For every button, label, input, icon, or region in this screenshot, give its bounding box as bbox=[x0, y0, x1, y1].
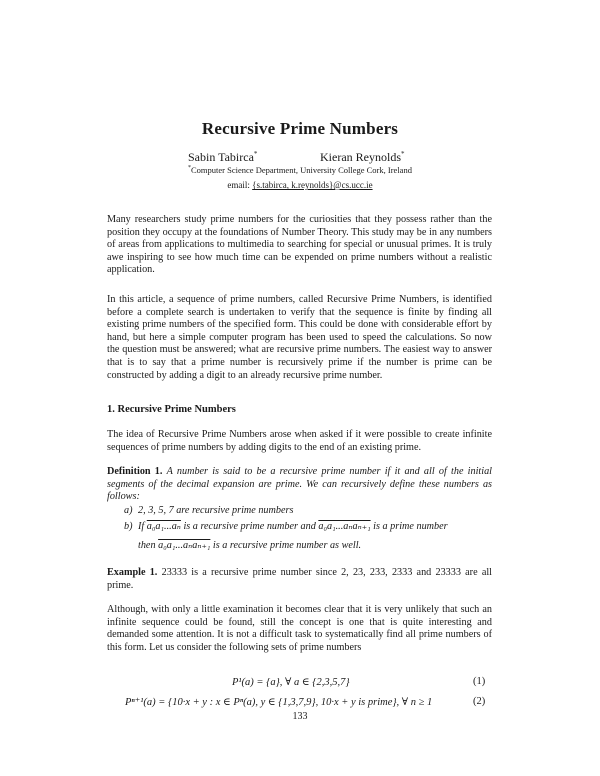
equation-2: Pⁿ⁺¹(a) = {10·x + y : x ∈ Pⁿ(a), y ∈ {1,3,7,9}, 10·x + y is prime}, ∀ n ≥ 1 bbox=[125, 697, 433, 708]
affiliation: *Computer Science Department, University College Cork, Ireland bbox=[188, 165, 412, 175]
author-1: Sabin Tabirca* bbox=[188, 150, 258, 164]
page-number: 133 bbox=[292, 711, 308, 722]
email-line: email: {s.tabirca, k.reynolds}@cs.ucc.ie bbox=[227, 180, 373, 190]
equation-1: P¹(a) = {a}, ∀ a ∈ {2,3,5,7} bbox=[232, 677, 350, 688]
paragraph-intro: Many researchers study prime numbers for the curiosities that they possess rather than the position they occupy at the foundations of Number Theory. This study may be in any numbers of areas from applications to multimedia to searching for special or unusual primes. It is truly awe inspiring to see how much time can be expended on prime numbers without a realistic application. bbox=[107, 214, 492, 276]
paper-title: Recursive Prime Numbers bbox=[201, 119, 399, 138]
section-heading: 1. Recursive Prime Numbers bbox=[107, 404, 236, 415]
equation-1-number: (1) bbox=[473, 676, 486, 687]
equation-2-number: (2) bbox=[473, 696, 486, 707]
email-address[interactable]: {s.tabirca, k.reynolds}@cs.ucc.ie bbox=[252, 180, 373, 190]
definition-item-b: b) If a₀a₁...aₙ is a recursive prime number and a₀a₁...aₙaₙ₊₁ is a prime number bbox=[124, 521, 448, 532]
paragraph-search: Although, with only a little examination it becomes clear that it is very unlikely that such an infinite sequence could be found, still the concept is one that is quite interesting and demanded some attention. It is not a difficult task to systematically find all prime numbers of this form. Let us consider the following sets of prime numbers bbox=[107, 604, 492, 653]
example-block: Example 1. 23333 is a recursive prime number since 2, 23, 233, 2333 and 23333 are all prime. bbox=[107, 567, 493, 591]
author-2: Kieran Reynolds* bbox=[320, 150, 405, 164]
definition-item-b-cont: then a₀a₁...aₙaₙ₊₁ is a recursive prime number as well. bbox=[138, 540, 362, 551]
definition-block: Definition 1. A number is said to be a recursive prime number if it and all of the initial segments of the decimal expansion are prime. We can recursively define these numbers as follows: bbox=[107, 466, 493, 503]
section-intro: The idea of Recursive Prime Numbers arose when asked if it were possible to create infinite sequences of prime numbers by adding digits to the end of an existing prime. bbox=[107, 429, 492, 453]
definition-item-a: a) 2, 3, 5, 7 are recursive prime numbers bbox=[124, 505, 294, 516]
paragraph-article: In this article, a sequence of prime numbers, called Recursive Prime Numbers, is identified before a complete search is undertaken to verify that the sequence is finite by finding all existing prime numbers of the specified form. This could be done with considerable effort by hand, but here a simple computer program has been used to speed the calculations. So now the question must be answered; what are recursive prime numbers. The easiest way to answer that is to say that a prime number is recursively prime if the number is prime can be constructed by adding a digit to an already recursive prime number. bbox=[107, 294, 492, 381]
